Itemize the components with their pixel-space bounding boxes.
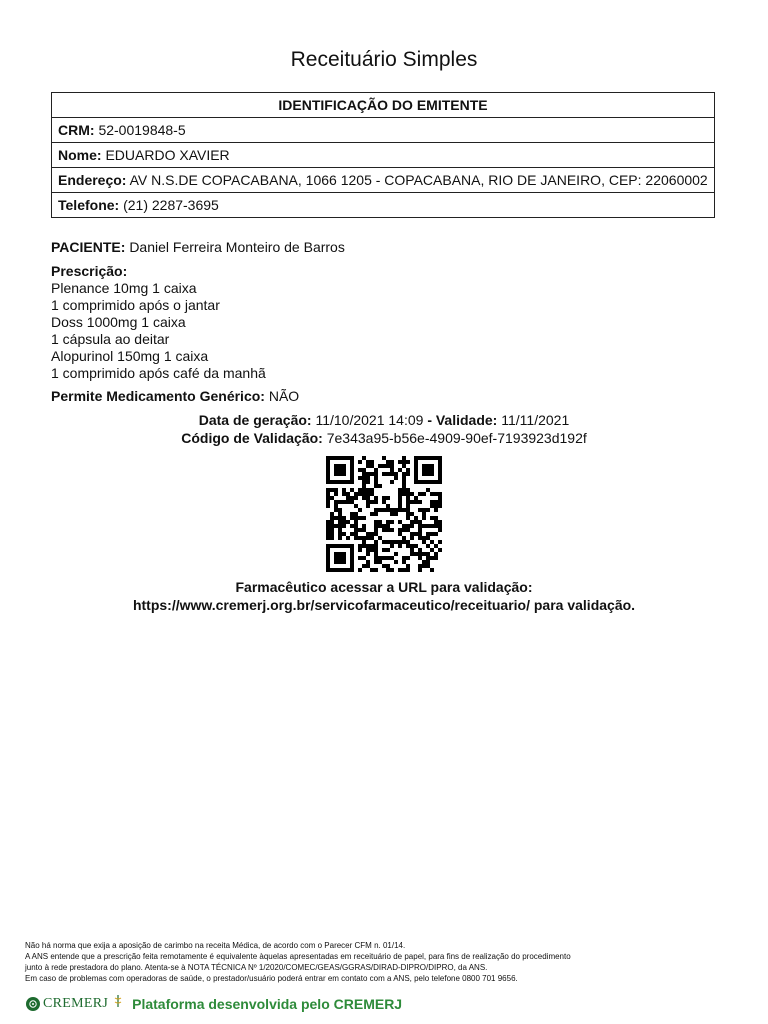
prescricao-line: Plenance 10mg 1 caixa [51, 280, 197, 296]
footer-notes [25, 940, 745, 984]
prescricao-line: Doss 1000mg 1 caixa [51, 314, 186, 330]
endereco-label: Endereço: [58, 172, 127, 188]
paciente [51, 239, 345, 256]
data-value: 11/10/2021 14:09 [315, 412, 424, 428]
footer-note: Em caso de problemas com operadoras de saúde, o prestador/usuário poderá entrar em contato com a ANS, pelo telefone 0800 701 9656. [25, 974, 518, 983]
farmaceutico-line1: Farmacêutico acessar a URL para validação: [235, 579, 533, 595]
platform-text: Plataforma desenvolvida pelo CREMERJ [132, 995, 403, 1012]
endereco-row [52, 167, 714, 192]
geracao-block [0, 411, 768, 447]
data-validade-line [0, 411, 768, 429]
nome-row [52, 142, 714, 167]
emitente-table [51, 92, 715, 218]
prescricao-line: 1 comprimido após café da manhã [51, 365, 266, 381]
generico [51, 388, 299, 405]
farmaceutico-block [0, 578, 768, 614]
endereco-value: AV N.S.DE COPACABANA, 1066 1205 - COPACABANA, RIO DE JANEIRO, CEP: 22060002 [129, 172, 708, 188]
prescricao-label: Prescrição: [51, 263, 128, 279]
footer-note: A ANS entende que a prescrição feita remotamente é equivalente àquelas apresentadas em receituário de papel, para fins de realização do procedimento [25, 952, 571, 961]
generico-value: NÃO [268, 388, 300, 404]
validation-url: https://www.cremerj.org.br/servicofarmaceutico/receituario/ para validação. [132, 597, 636, 613]
generico-label: Permite Medicamento Genérico: [51, 388, 265, 404]
paciente-label: PACIENTE: [51, 239, 126, 255]
footer-note: junto à rede prestadora do plano. Atenta-se à NOTA TÉCNICA Nº 1/2020/COMEC/GEAS/GGRAS/DIRAD-DIPRO/DIPRO, da ANS. [25, 963, 488, 972]
validade-label: - Validade: [427, 412, 498, 428]
prescricao [51, 263, 266, 382]
prescricao-line: Alopurinol 150mg 1 caixa [51, 348, 209, 364]
qr-code [326, 456, 442, 572]
prescricao-line: 1 comprimido após o jantar [51, 297, 220, 313]
codigo-line [0, 429, 768, 447]
nome-label: Nome: [58, 147, 102, 163]
data-label: Data de geração: [198, 412, 312, 428]
cremerj-logo-text: CREMERJ [43, 995, 109, 1011]
crm-label: CRM: [58, 122, 95, 138]
nome-value: EDUARDO XAVIER [105, 147, 230, 163]
footer-brand [26, 994, 402, 1013]
footer-note: Não há norma que exija a aposição de carimbo na receita Médica, de acordo com o Parecer CFM n. 01/14. [25, 941, 406, 950]
paciente-value: Daniel Ferreira Monteiro de Barros [129, 239, 345, 255]
codigo-value: 7e343a95-b56e-4909-90ef-7193923d192f [326, 430, 587, 446]
caduceus-icon [112, 994, 124, 1013]
codigo-label: Código de Validação: [181, 430, 323, 446]
validade-value: 11/11/2021 [501, 412, 570, 428]
telefone-value: (21) 2287-3695 [123, 197, 219, 213]
telefone-row [52, 192, 714, 217]
emitente-header: IDENTIFICAÇÃO DO EMITENTE [278, 97, 488, 113]
prescricao-line: 1 cápsula ao deitar [51, 331, 170, 347]
telefone-label: Telefone: [58, 197, 120, 213]
crm-value: 52-0019848-5 [98, 122, 186, 138]
crm-row [52, 117, 714, 142]
page-title: Receituário Simples [290, 48, 478, 71]
cremerj-seal-icon [26, 997, 40, 1011]
